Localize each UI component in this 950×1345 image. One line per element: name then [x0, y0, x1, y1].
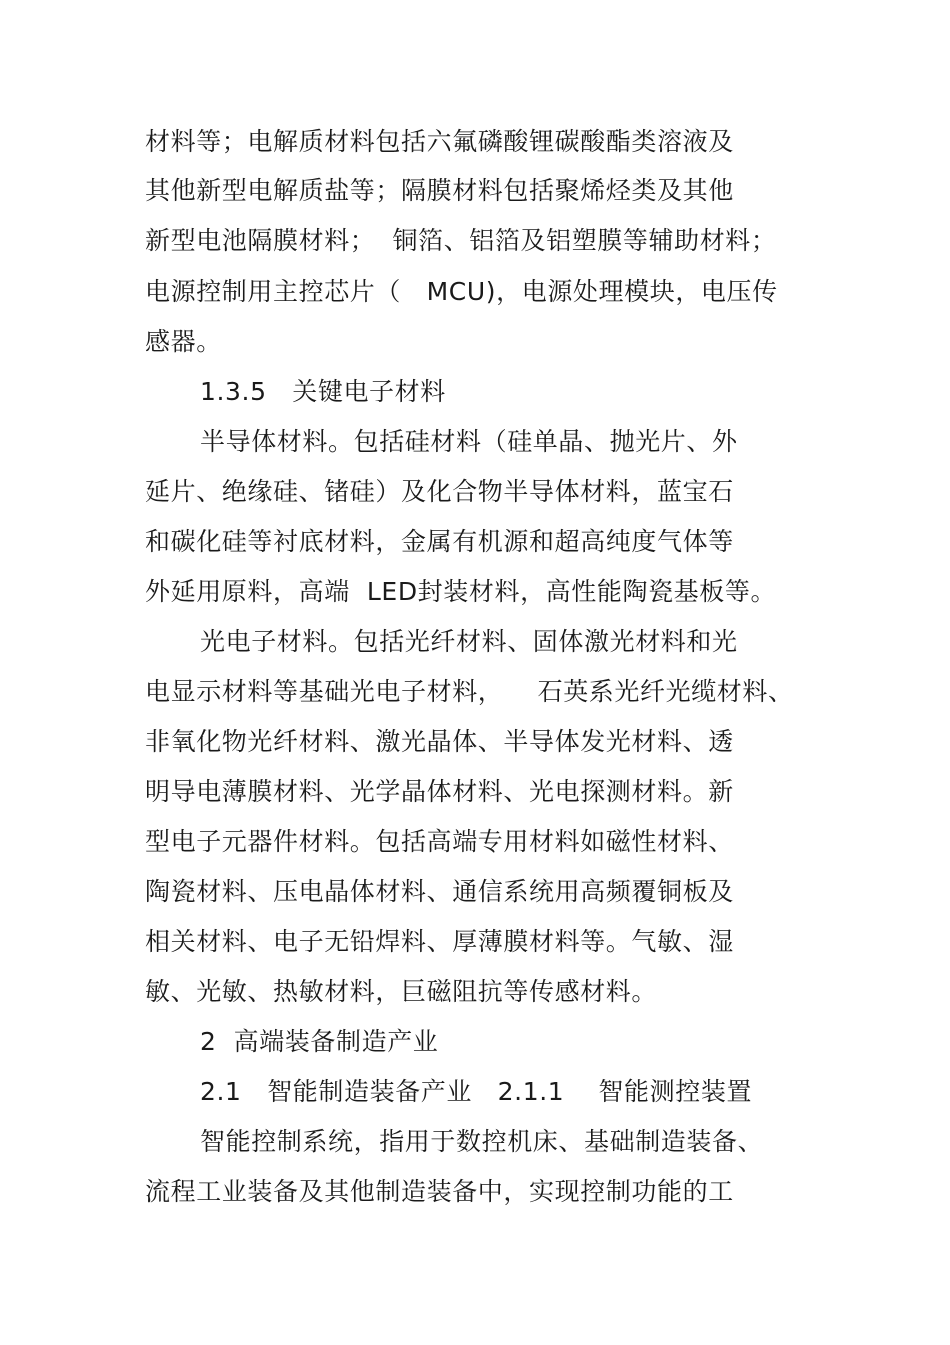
text-line: 非氧化物光纤材料、激光晶体、半导体发光材料、透 [145, 727, 734, 756]
text-line: 相关材料、电子无铅焊料、厚薄膜材料等。气敏、湿 [145, 927, 734, 956]
text-line: 其他新型电解质盐等；隔膜材料包括聚烯烃类及其他 [145, 176, 734, 205]
text-line: 和碳化硅等衬底材料，金属有机源和超高纯度气体等 [145, 527, 734, 556]
text-line: 电显示材料等基础光电子材料， 石英系光纤光缆材料、 [145, 677, 794, 706]
text-line: 光电子材料。包括光纤材料、固体激光材料和光 [200, 627, 738, 656]
text-line: 电源控制用主控芯片（ MCU)，电源处理模块，电压传 [145, 277, 778, 306]
text-line: 明导电薄膜材料、光学晶体材料、光电探测材料。新 [145, 777, 734, 806]
text-line: 半导体材料。包括硅材料（硅单晶、抛光片、外 [200, 427, 738, 456]
section-heading: 2.1 智能制造装备产业 2.1.1 智能测控装置 [200, 1077, 753, 1106]
text-line: 陶瓷材料、压电晶体材料、通信系统用高频覆铜板及 [145, 877, 734, 906]
text-line: 型电子元器件材料。包括高端专用材料如磁性材料、 [145, 827, 734, 856]
text-line: 外延用原料，高端 LED封装材料，高性能陶瓷基板等。 [145, 577, 777, 606]
text-line: 材料等；电解质材料包括六氟磷酸锂碳酸酯类溶液及 [145, 127, 734, 156]
section-heading: 1.3.5 关键电子材料 [200, 377, 446, 406]
text-line: 智能控制系统，指用于数控机床、基础制造装备、 [200, 1127, 764, 1156]
text-line: 感器。 [145, 327, 222, 356]
text-line: 敏、光敏、热敏材料，巨磁阻抗等传感材料。 [145, 977, 658, 1006]
text-line: 新型电池隔膜材料； 铜箔、铝箔及铝塑膜等辅助材料； [145, 226, 777, 255]
text-line: 延片、绝缘硅、锗硅）及化合物半导体材料，蓝宝石 [145, 477, 734, 506]
text-line: 流程工业装备及其他制造装备中，实现控制功能的工 [145, 1177, 734, 1206]
section-heading: 2 高端装备制造产业 [200, 1027, 439, 1056]
